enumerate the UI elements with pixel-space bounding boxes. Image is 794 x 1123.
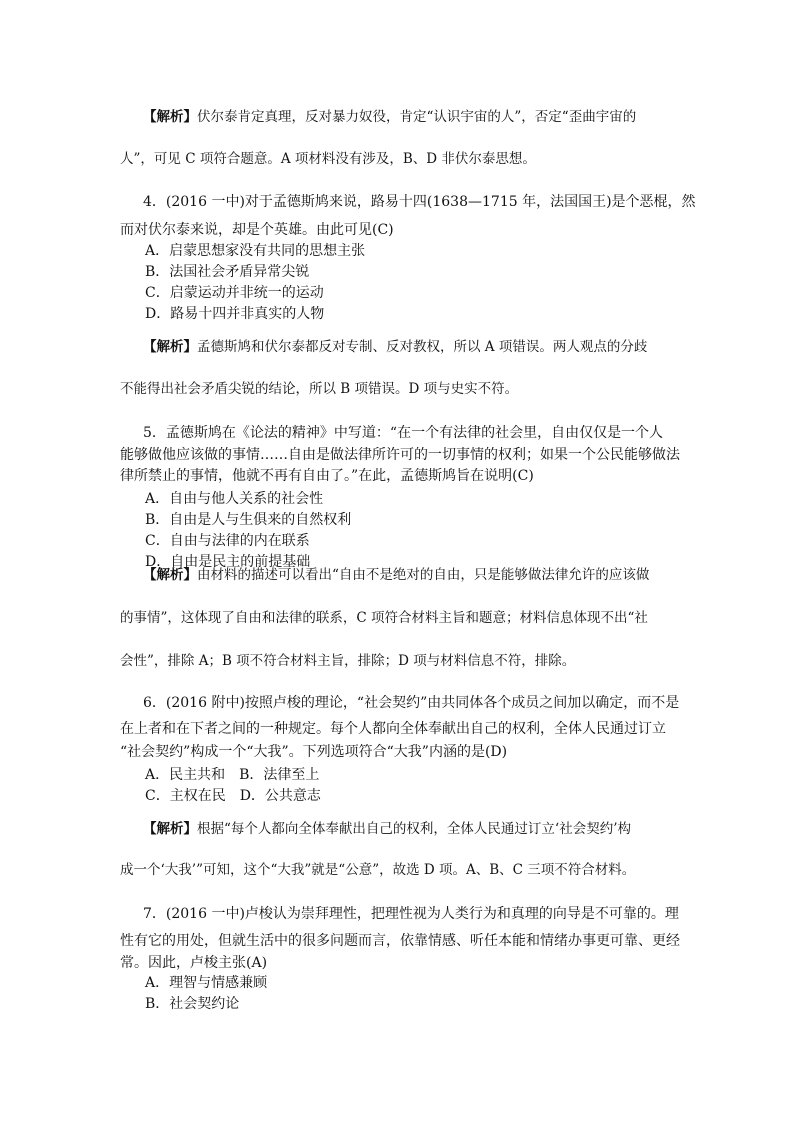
option: D．自由是民主的前提基础	[145, 554, 311, 570]
question-stem: 常。因此，卢梭主张(A)	[120, 955, 268, 971]
question-stem: 6．(2016 附中)按照卢梭的理论，“社会契约”由共同体各个成员之间加以确定，而不是	[143, 695, 680, 711]
question-stem: “社会契约”构成一个“大我”。下列选项符合“大我”内涵的是(D)	[120, 744, 508, 760]
question-stem: 4．(2016 一中)对于孟德斯鸠来说，路易十四(1638—1715 年，法国国王)是个恶棍，然	[143, 194, 696, 210]
option: A．民主共和 B．法律至上	[145, 767, 320, 783]
question-stem: 能够做他应该做的事情……自由是做法律所许可的一切事情的权利；如果一个公民能够做法	[120, 447, 680, 463]
analysis-tag: 【解析】	[143, 821, 197, 837]
analysis-line: 成一个‘大我’”可知，这个“大我”就是“公意”，故选 D 项。A、B、C 三项不符合材料。	[120, 862, 636, 878]
option: A．自由与他人关系的社会性	[145, 491, 324, 507]
question-stem: 而对伏尔泰来说，却是个英雄。由此可见(C)	[120, 222, 394, 238]
question-stem: 在上者和在下者之间的一种规定。每个人都向全体奉献出自己的权利，全体人民通过订立	[120, 721, 666, 737]
option: D．路易十四并非真实的人物	[145, 306, 325, 322]
analysis-line: 【解析】孟德斯鸠和伏尔泰都反对专制、反对教权，所以 A 项错误。两人观点的分歧	[143, 339, 648, 355]
option: B．社会契约论	[145, 996, 240, 1012]
analysis-line: 会性”，排除 A；B 项不符合材料主旨，排除；D 项与材料信息不符，排除。	[120, 653, 576, 669]
option: C．主权在民 D．公共意志	[145, 788, 321, 804]
analysis-tag: 【解析】	[143, 339, 197, 355]
option: A．启蒙思想家没有共同的思想主张	[145, 243, 366, 259]
analysis-line: 【解析】伏尔泰肯定真理，反对暴力奴役，肯定“认识宇宙的人”，否定“歪曲宇宙的	[143, 109, 637, 125]
option: B．法国社会矛盾异常尖锐	[145, 264, 310, 280]
analysis-line: 的事情”，这体现了自由和法律的联系，C 项符合材料主旨和题意；材料信息体现不出“社	[120, 610, 648, 626]
option: C．自由与法律的内在联系	[145, 533, 310, 549]
option: B．自由是人与生俱来的自然权利	[145, 512, 352, 528]
question-stem: 律所禁止的事情，他就不再有自由了。”在此，孟德斯鸠旨在说明(C)	[120, 468, 534, 484]
analysis-tag: 【解析】	[143, 567, 197, 583]
analysis-line: 【解析】根据“每个人都向全体奉献出自己的权利，全体人民通过订立‘社会契约’构	[143, 821, 631, 837]
analysis-tag: 【解析】	[143, 109, 197, 125]
option: C．启蒙运动并非统一的运动	[145, 285, 324, 301]
question-stem: 性有它的用处，但就生活中的很多问题而言，依靠情感、听任本能和情绪办事更可靠、更经	[120, 933, 680, 949]
question-stem: 5．孟德斯鸠在《论法的精神》中写道：“在一个有法律的社会里，自由仅仅是一个人	[143, 425, 664, 441]
question-stem: 7．(2016 一中)卢梭认为崇拜理性，把理性视为人类行为和真理的向导是不可靠的。理	[143, 906, 679, 922]
option: A．理智与情感兼顾	[145, 975, 268, 991]
analysis-line: 人”，可见 C 项符合题意。A 项材料没有涉及，B、D 非伏尔泰思想。	[120, 151, 536, 167]
analysis-line: 不能得出社会矛盾尖锐的结论，所以 B 项错误。D 项与史实不符。	[120, 381, 519, 397]
analysis-line: 【解析】由材料的描述可以看出“自由不是绝对的自由，只是能够做法律允许的应该做	[143, 567, 650, 583]
